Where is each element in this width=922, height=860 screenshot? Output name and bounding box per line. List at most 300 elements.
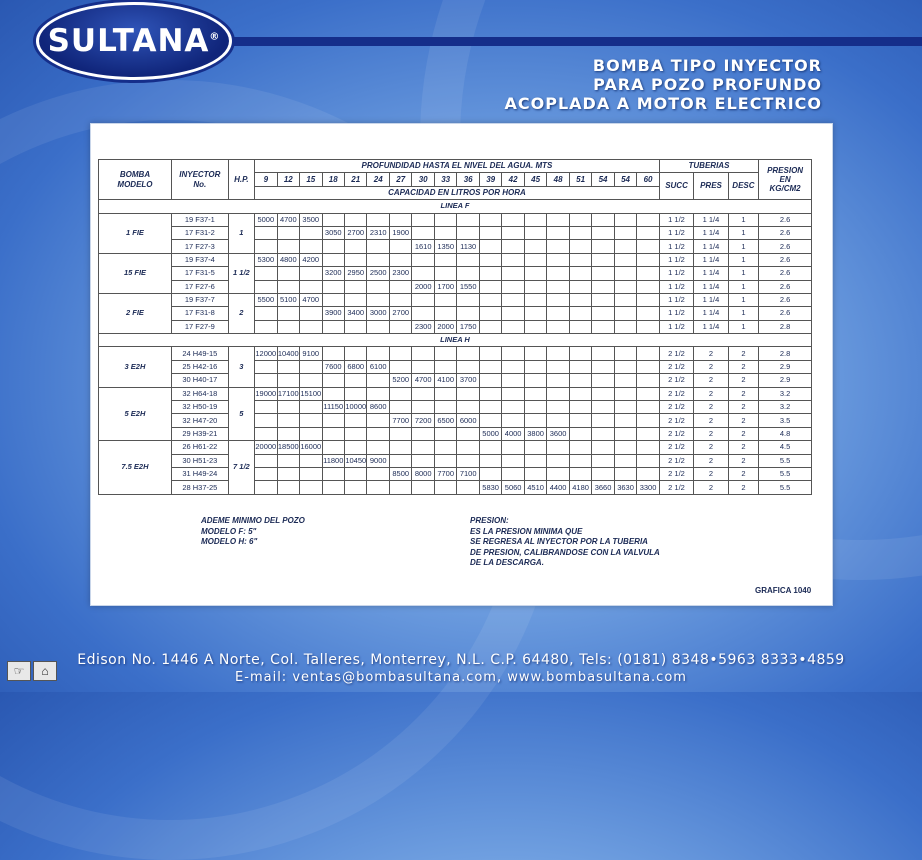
section-label: LINEA F [99, 200, 812, 213]
capacity-cell [592, 213, 614, 226]
capacity-cell [547, 280, 569, 293]
injector-cell: 19 F37-4 [171, 253, 228, 266]
table-row [99, 280, 812, 293]
capacity-cell [502, 253, 524, 266]
depth-header: 45 [524, 173, 546, 186]
desc-cell: 1 [728, 213, 758, 226]
injector-cell: 17 F27-3 [171, 240, 228, 253]
capacity-cell [637, 427, 660, 440]
capacity-cell [502, 441, 524, 454]
depth-header: 18 [322, 173, 344, 186]
capacity-cell [255, 427, 277, 440]
desc-cell: 2 [728, 454, 758, 467]
kg-cell: 2.6 [759, 267, 812, 280]
capacity-cell [479, 307, 501, 320]
table-row [99, 441, 812, 454]
capacity-cell [300, 414, 322, 427]
capacity-cell [592, 387, 614, 400]
capacity-cell [637, 401, 660, 414]
capacity-cell [412, 253, 434, 266]
capacity-cell [569, 280, 591, 293]
succ-cell: 2 1/2 [659, 347, 693, 360]
hp-cell: 3 [228, 347, 254, 387]
kg-cell: 2.6 [759, 307, 812, 320]
capacity-cell [592, 347, 614, 360]
injector-cell: 19 F37-7 [171, 293, 228, 306]
desc-cell: 1 [728, 280, 758, 293]
capacity-cell [367, 427, 389, 440]
capacity-cell: 5060 [502, 481, 524, 494]
capacity-cell [614, 414, 636, 427]
capacity-cell: 2950 [345, 267, 367, 280]
capacity-cell [637, 280, 660, 293]
capacity-cell [345, 414, 367, 427]
capacity-cell [614, 360, 636, 373]
hp-cell: 1 [228, 213, 254, 253]
header-profundidad: PROFUNDIDAD HASTA EL NIVEL DEL AGUA. MTS [255, 160, 660, 173]
model-cell: 1 FIE [99, 213, 172, 253]
capacity-cell [345, 253, 367, 266]
capacity-cell [322, 374, 344, 387]
injector-cell: 17 F31-8 [171, 307, 228, 320]
table-row [99, 481, 812, 494]
capacity-cell [614, 213, 636, 226]
capacity-cell [367, 280, 389, 293]
injector-cell: 32 H47-20 [171, 414, 228, 427]
capacity-cell: 3600 [547, 427, 569, 440]
capacity-cell [457, 307, 479, 320]
depth-header: 12 [277, 173, 299, 186]
home-icon[interactable]: ⌂ [33, 661, 57, 681]
capacity-cell [479, 387, 501, 400]
model-cell: 3 E2H [99, 347, 172, 387]
desc-cell: 1 [728, 226, 758, 239]
capacity-cell [547, 401, 569, 414]
capacity-cell [614, 320, 636, 333]
injector-cell: 30 H51-23 [171, 454, 228, 467]
header-bar [170, 37, 922, 46]
capacity-cell [322, 387, 344, 400]
capacity-cell [547, 307, 569, 320]
capacity-cell [300, 320, 322, 333]
capacity-cell [277, 401, 299, 414]
injector-cell: 25 H42-16 [171, 360, 228, 373]
capacity-cell [277, 454, 299, 467]
capacity-cell [277, 414, 299, 427]
capacity-cell: 1350 [434, 240, 456, 253]
capacity-cell [569, 441, 591, 454]
depth-header: 51 [569, 173, 591, 186]
capacity-cell [637, 307, 660, 320]
capacity-cell [255, 240, 277, 253]
capacity-cell [547, 454, 569, 467]
capacity-cell [502, 307, 524, 320]
model-cell: 2 FIE [99, 293, 172, 333]
header-presion: PRESION EN KG/CM2 [759, 160, 812, 200]
capacity-cell: 2000 [434, 320, 456, 333]
pres-cell: 2 [694, 454, 728, 467]
capacity-cell [345, 387, 367, 400]
capacity-cell [524, 307, 546, 320]
desc-cell: 1 [728, 307, 758, 320]
capacity-cell [389, 387, 411, 400]
capacity-cell [592, 441, 614, 454]
capacity-cell [614, 240, 636, 253]
capacity-cell: 3700 [457, 374, 479, 387]
depth-header: 36 [457, 173, 479, 186]
capacity-cell: 2700 [345, 226, 367, 239]
depth-header: 9 [255, 173, 277, 186]
capacity-cell [457, 427, 479, 440]
capacity-cell [345, 481, 367, 494]
table-row [99, 226, 812, 239]
capacity-cell: 5000 [479, 427, 501, 440]
capacity-cell [592, 467, 614, 480]
capacity-cell: 5200 [389, 374, 411, 387]
header-inyector: INYECTOR No. [171, 160, 228, 200]
succ-cell: 2 1/2 [659, 467, 693, 480]
capacity-cell [479, 467, 501, 480]
footer-contact: E-mail: ventas@bombasultana.com, www.bombasultana.com [235, 670, 687, 685]
capacity-cell [277, 374, 299, 387]
table-row [99, 267, 812, 280]
table-row [99, 320, 812, 333]
capacity-cell [502, 226, 524, 239]
depth-header: 42 [502, 173, 524, 186]
table-row [99, 360, 812, 373]
capacity-cell [614, 467, 636, 480]
capacity-cell [547, 320, 569, 333]
capacity-cell: 7100 [457, 467, 479, 480]
kg-cell: 3.2 [759, 401, 812, 414]
capacity-cell [255, 280, 277, 293]
capacity-cell [412, 427, 434, 440]
capacity-cell [524, 226, 546, 239]
kg-cell: 2.9 [759, 360, 812, 373]
title-line: ACOPLADA A MOTOR ELECTRICO [504, 94, 822, 113]
desc-cell: 1 [728, 320, 758, 333]
capacity-cell: 15100 [300, 387, 322, 400]
capacity-cell [345, 320, 367, 333]
capacity-cell: 2300 [389, 267, 411, 280]
capacity-cell: 1610 [412, 240, 434, 253]
capacity-cell: 2700 [389, 307, 411, 320]
capacity-cell [614, 293, 636, 306]
section-label: LINEA H [99, 334, 812, 347]
capacity-cell [592, 280, 614, 293]
capacity-cell [614, 441, 636, 454]
capacity-cell [389, 360, 411, 373]
capacity-cell [479, 347, 501, 360]
capacity-cell [502, 267, 524, 280]
capacity-cell [300, 467, 322, 480]
capacity-cell [524, 360, 546, 373]
capacity-cell [322, 427, 344, 440]
depth-header: 27 [389, 173, 411, 186]
capacity-cell: 11150 [322, 401, 344, 414]
pres-cell: 2 [694, 374, 728, 387]
capacity-cell [434, 387, 456, 400]
capacity-cell: 3900 [322, 307, 344, 320]
desc-cell: 1 [728, 240, 758, 253]
capacity-cell [547, 293, 569, 306]
capacity-cell [277, 427, 299, 440]
depth-header: 39 [479, 173, 501, 186]
capacity-cell [389, 280, 411, 293]
capacity-cell: 2500 [367, 267, 389, 280]
capacity-cell [547, 374, 569, 387]
capacity-cell [367, 467, 389, 480]
capacity-cell [502, 347, 524, 360]
title-line: PARA POZO PROFUNDO [593, 75, 822, 94]
capacity-cell [637, 293, 660, 306]
capacity-cell [592, 320, 614, 333]
pres-cell: 1 1/4 [694, 240, 728, 253]
capacity-cell: 8500 [389, 467, 411, 480]
capacity-cell [345, 467, 367, 480]
desc-cell: 1 [728, 253, 758, 266]
capacity-cell: 7600 [322, 360, 344, 373]
spec-sheet-panel [90, 123, 833, 606]
capacity-cell [637, 320, 660, 333]
pres-cell: 1 1/4 [694, 293, 728, 306]
capacity-cell [322, 213, 344, 226]
capacity-cell [569, 387, 591, 400]
capacity-cell [457, 481, 479, 494]
capacity-cell [255, 454, 277, 467]
capacity-cell [592, 240, 614, 253]
table-row [99, 427, 812, 440]
logo-text: SULTANA® [47, 23, 221, 59]
capacity-cell [277, 481, 299, 494]
capacity-cell [547, 441, 569, 454]
capacity-cell [389, 347, 411, 360]
capacity-cell [434, 267, 456, 280]
capacity-cell [367, 414, 389, 427]
hp-cell: 5 [228, 387, 254, 441]
capacity-cell [457, 441, 479, 454]
capacity-cell [592, 226, 614, 239]
capacity-cell [277, 280, 299, 293]
depth-header: 33 [434, 173, 456, 186]
header-hp: H.P. [228, 160, 254, 200]
pres-cell: 2 [694, 441, 728, 454]
capacity-cell: 9100 [300, 347, 322, 360]
capacity-cell: 4200 [300, 253, 322, 266]
desc-cell: 2 [728, 374, 758, 387]
kg-cell: 5.5 [759, 454, 812, 467]
kg-cell: 2.6 [759, 213, 812, 226]
table-row [99, 347, 812, 360]
capacity-cell: 3050 [322, 226, 344, 239]
desc-cell: 2 [728, 387, 758, 400]
capacity-cell [524, 267, 546, 280]
injector-cell: 28 H37-25 [171, 481, 228, 494]
capacity-cell [255, 267, 277, 280]
capacity-cell [322, 347, 344, 360]
hp-cell: 7 1/2 [228, 441, 254, 495]
injector-cell: 26 H61-22 [171, 441, 228, 454]
capacity-cell [614, 454, 636, 467]
capacity-cell [524, 454, 546, 467]
capacity-cell: 5830 [479, 481, 501, 494]
capacity-cell [637, 267, 660, 280]
capacity-cell [479, 360, 501, 373]
depth-header: 24 [367, 173, 389, 186]
capacity-cell [524, 387, 546, 400]
header-tuberias: TUBERIAS [659, 160, 758, 173]
succ-cell: 1 1/2 [659, 320, 693, 333]
succ-cell: 2 1/2 [659, 427, 693, 440]
capacity-cell [300, 280, 322, 293]
capacity-cell: 1550 [457, 280, 479, 293]
model-cell: 15 FIE [99, 253, 172, 293]
pres-cell: 1 1/4 [694, 280, 728, 293]
capacity-cell [300, 267, 322, 280]
capacity-cell [300, 226, 322, 239]
capacity-cell [569, 267, 591, 280]
capacity-cell: 16000 [300, 441, 322, 454]
capacity-cell [389, 427, 411, 440]
capacity-cell: 6500 [434, 414, 456, 427]
capacity-cell [524, 441, 546, 454]
capacity-cell [412, 360, 434, 373]
capacity-cell [569, 320, 591, 333]
capacity-cell [524, 253, 546, 266]
capacity-cell [547, 360, 569, 373]
desc-cell: 2 [728, 360, 758, 373]
kg-cell: 2.6 [759, 240, 812, 253]
desc-cell: 2 [728, 441, 758, 454]
capacity-cell [569, 401, 591, 414]
hand-icon[interactable]: ☞ [7, 661, 31, 681]
capacity-cell [434, 293, 456, 306]
capacity-cell [547, 226, 569, 239]
capacity-cell: 3500 [300, 213, 322, 226]
succ-cell: 2 1/2 [659, 441, 693, 454]
capacity-cell [345, 280, 367, 293]
hp-cell: 1 1/2 [228, 253, 254, 293]
capacity-cell [322, 414, 344, 427]
capacity-cell [479, 280, 501, 293]
capacity-cell [434, 441, 456, 454]
pres-cell: 1 1/4 [694, 226, 728, 239]
desc-cell: 2 [728, 414, 758, 427]
capacity-cell [502, 360, 524, 373]
capacity-cell [255, 481, 277, 494]
capacity-cell: 3300 [637, 481, 660, 494]
table-row [99, 467, 812, 480]
capacity-cell [547, 467, 569, 480]
pres-cell: 2 [694, 467, 728, 480]
table-row [99, 454, 812, 467]
kg-cell: 4.5 [759, 441, 812, 454]
capacity-cell [434, 213, 456, 226]
capacity-cell [255, 401, 277, 414]
capacity-cell [524, 414, 546, 427]
capacity-cell [412, 293, 434, 306]
capacity-cell: 5500 [255, 293, 277, 306]
capacity-cell [457, 360, 479, 373]
capacity-cell [524, 401, 546, 414]
capacity-cell [614, 374, 636, 387]
capacity-cell [637, 467, 660, 480]
succ-cell: 2 1/2 [659, 481, 693, 494]
succ-cell: 2 1/2 [659, 454, 693, 467]
capacity-cell [547, 267, 569, 280]
capacity-cell [592, 414, 614, 427]
capacity-cell [277, 240, 299, 253]
capacity-cell [255, 226, 277, 239]
capacity-cell [569, 454, 591, 467]
injector-cell: 24 H49-15 [171, 347, 228, 360]
capacity-cell [389, 240, 411, 253]
pres-cell: 1 1/4 [694, 253, 728, 266]
capacity-cell [389, 454, 411, 467]
capacity-cell [479, 414, 501, 427]
desc-cell: 2 [728, 401, 758, 414]
header-row [99, 160, 812, 173]
capacity-cell [412, 307, 434, 320]
model-cell: 7.5 E2H [99, 441, 172, 495]
capacity-cell [479, 320, 501, 333]
capacity-cell [592, 401, 614, 414]
capacity-cell [502, 454, 524, 467]
capacity-cell [502, 387, 524, 400]
capacity-cell [434, 454, 456, 467]
capacity-cell [614, 226, 636, 239]
capacity-cell: 12000 [255, 347, 277, 360]
succ-cell: 2 1/2 [659, 374, 693, 387]
kg-cell: 2.6 [759, 253, 812, 266]
capacity-cell [434, 307, 456, 320]
succ-cell: 1 1/2 [659, 213, 693, 226]
capacity-cell [300, 481, 322, 494]
capacity-cell: 3400 [345, 307, 367, 320]
capacity-cell [569, 213, 591, 226]
section-row [99, 200, 812, 213]
capacity-cell [479, 226, 501, 239]
capacity-cell [277, 320, 299, 333]
injector-cell: 29 H39-21 [171, 427, 228, 440]
capacity-cell [345, 441, 367, 454]
pres-cell: 2 [694, 481, 728, 494]
capacity-cell [502, 414, 524, 427]
capacity-cell [277, 360, 299, 373]
capacity-cell [300, 307, 322, 320]
capacity-cell [300, 360, 322, 373]
capacity-cell [637, 414, 660, 427]
capacity-cell [614, 253, 636, 266]
injector-cell: 17 F27-9 [171, 320, 228, 333]
kg-cell: 2.6 [759, 226, 812, 239]
sultana-logo [36, 2, 232, 80]
capacity-cell [367, 374, 389, 387]
capacity-cell [300, 240, 322, 253]
capacity-cell [434, 226, 456, 239]
capacity-cell [389, 253, 411, 266]
depth-header: 21 [345, 173, 367, 186]
capacity-cell [412, 387, 434, 400]
table-row [99, 307, 812, 320]
capacity-cell [547, 414, 569, 427]
succ-cell: 2 1/2 [659, 360, 693, 373]
capacity-cell [322, 441, 344, 454]
capacity-cell [592, 360, 614, 373]
capacity-cell [300, 427, 322, 440]
capacity-cell [389, 320, 411, 333]
capacity-cell [524, 293, 546, 306]
